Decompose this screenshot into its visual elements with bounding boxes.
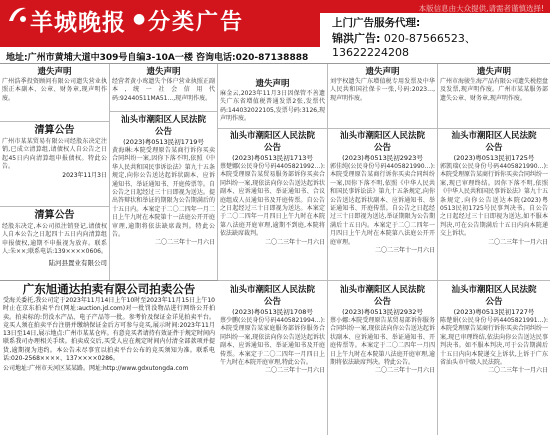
notice-title: 遗失声明 bbox=[476, 67, 511, 77]
notice-kind: 公告 bbox=[373, 297, 391, 307]
notice-kind: 公告 bbox=[373, 143, 391, 153]
column-1 bbox=[0, 64, 110, 280]
divider bbox=[328, 128, 437, 129]
court-notice-1 bbox=[112, 114, 215, 279]
column-3 bbox=[218, 64, 328, 435]
court-notice-7 bbox=[440, 284, 548, 434]
classified-page bbox=[0, 64, 550, 435]
disclaimer-note: 本版信息由大众提供,请需者谨慎选择! bbox=[418, 4, 544, 13]
notice-body: 蔡少鹏(公民身份号码4405821994…):本院受理原告某家庭服务部诉你服务合同纠纷一案,现依法向你公告送达起诉状副本、应诉通知书、举证通知书及开庭传票。本案定于二〇二四年一月四日上午九时在本院开庭审理,特此公告。 bbox=[220, 317, 325, 367]
notice-body: 广州浩季投资顾问有限公司遗失营业执照正本副本、公章、财务章,现声明作废。 bbox=[2, 78, 107, 102]
notice-kind: 公告 bbox=[485, 143, 503, 153]
notice-body: 郭佳纯(公民身份号码4405821990…):本院受理原告某商行诉你买卖合同纠纷一案,因你下落不明,依照《中华人民共和国民事诉讼法》第九十五条规定,向你公告送达起诉状副本、应诉通知书、举证通知书、开庭传票。自公告之日起经过三十日即视为送达,举证期限为公告期满后十五日内。本案定于二〇二四年一月四日上午九时在本院第八法庭公开开庭审理。 bbox=[330, 163, 435, 246]
case-number: (2023)粤0513民初1713号 bbox=[232, 154, 313, 162]
notice-date: 二〇二三年十一月六日 bbox=[264, 367, 325, 375]
notice-date: 二〇二三年十一月六日 bbox=[154, 239, 215, 247]
notice-title: 清算公告 bbox=[34, 125, 75, 136]
agent-box bbox=[320, 13, 550, 59]
court-name: 汕头市潮阳区人民法院 bbox=[229, 131, 315, 141]
court-notice-2 bbox=[220, 130, 325, 278]
court-notice-3 bbox=[220, 284, 325, 434]
notice-title: 遗失声明 bbox=[37, 67, 72, 77]
divider bbox=[438, 128, 550, 129]
address-bar: 地址:广州市黄埔大道中309号自编3-10A一楼 咨询电话:020-87138888 bbox=[0, 47, 550, 64]
court-notice-4 bbox=[330, 130, 435, 278]
agent-label: 锦洪广告: bbox=[332, 32, 381, 45]
court-name: 汕头市潮阳区人民法院 bbox=[451, 285, 537, 295]
case-number: (2023)粤0513民初1708号 bbox=[232, 308, 313, 316]
case-number: (2023)粤0513民初2932号 bbox=[342, 308, 423, 316]
brand-swirl-icon bbox=[6, 4, 28, 26]
divider bbox=[0, 121, 109, 122]
notice-lost-1 bbox=[2, 66, 107, 120]
notice-kind: 公告 bbox=[263, 297, 281, 307]
brand-title: 羊城晚报 bbox=[30, 9, 126, 36]
court-name: 汕头市潮阳区人民法院 bbox=[339, 131, 425, 141]
court-name: 汕头市潮阳区人民法院 bbox=[229, 285, 315, 295]
notice-date: 二〇二三年十一月六日 bbox=[374, 247, 435, 255]
notice-liquidation-2 bbox=[2, 209, 107, 279]
notice-title: 清算公告 bbox=[34, 210, 75, 221]
court-notice-6 bbox=[440, 130, 548, 278]
section-title: 分类广告 bbox=[148, 10, 245, 35]
notice-body: 麻金云,2023年11月3日因保管不善遗失广东省增值税普通发票2张,发票代码:144032022105,发票号码:3126,现声明作废。 bbox=[220, 90, 325, 123]
column-5 bbox=[438, 64, 550, 435]
notice-body: 蔡楚娜(公民身份号码4405821992…):本院受理原告某贸易服务部诉你买卖合同纠纷一案,现依法向你公告送达起诉状副本、应诉通知书、举证通知书、合议庭组成人员通知书及开庭传票。自公告之日起经过三十日即视为送达。本案定于二〇二四年一月四日上午九时在本院第八法庭开庭审理,逾期不到庭,本院将依法缺席裁判。 bbox=[220, 163, 325, 238]
court-name: 汕头市潮阳区人民法院 bbox=[339, 285, 425, 295]
notice-kind: 公告 bbox=[485, 297, 503, 307]
notice-kind: 公告 bbox=[263, 143, 281, 153]
auction-site: 公司地址:广州市天河区某某路。网址:http://www.gdxutongda.com bbox=[3, 365, 189, 373]
court-name: 汕头市潮阳区人民法院 bbox=[451, 131, 537, 141]
court-name: 汕头市潮阳区人民法院 bbox=[120, 115, 206, 125]
title-separator: ● bbox=[133, 11, 146, 27]
notice-title: 遗失声明 bbox=[365, 67, 400, 77]
notice-body: 经股东决定,本公司拟注销登记,请债权人自本公告之日起四十五日内向清算组申报债权,逾期不申报视为放弃。联系人:朱××;联系电话:139××××0606。 bbox=[2, 223, 107, 256]
notice-body: 广州市海骏生海产品有限公司遗失税控盘及发票,现声明作废。广州市某某服务部遗失公章、财务章,现声明作废。 bbox=[440, 78, 548, 102]
notice-date: 二〇二三年十一月六日 bbox=[487, 367, 548, 375]
notice-body: 广州市某某贸易有限公司经股东决定注销,已成立清算组,请债权人自公告之日起45日内向清算组申报债权。特此公告。 bbox=[2, 138, 107, 171]
divider bbox=[438, 280, 550, 281]
notice-lost-2 bbox=[112, 66, 215, 110]
notice-body: 经营者黄小鸾遗失个体户营业执照正副本,统一社会信用代码:92440511MA51...,现声明作废。 bbox=[112, 78, 215, 102]
case-number: (2023)粤0513民初2923号 bbox=[342, 154, 423, 162]
case-number: (2023)粤0513民初1725号 bbox=[453, 154, 535, 162]
notice-signature: 陆河县置业有限公司 bbox=[48, 258, 107, 267]
notice-date: 二〇二三年十一月六日 bbox=[374, 367, 435, 375]
divider bbox=[110, 111, 217, 112]
auction-notice bbox=[0, 280, 218, 435]
notice-body: 郭凯瑞(公民身份号码4405821990…):本院受理原告某商行诉你买卖合同纠纷一案,现已审理终结。因你下落不明,依照《中华人民共和国民事诉讼法》第九十五条规定,向你公告送达本院(2023)粤0513民初1725号民事判决书。自公告之日起经过三十日即视为送达,如不服本判决,可在公告期满后十五日内向本院递交上诉状。 bbox=[440, 163, 548, 238]
divider bbox=[218, 128, 327, 129]
column-4 bbox=[328, 64, 438, 435]
notice-lost-4 bbox=[330, 66, 435, 126]
notice-lost-3 bbox=[220, 78, 325, 126]
auction-title: 广东旭通达拍卖有限公司拍卖公告 bbox=[22, 282, 196, 296]
notice-title: 遗失声明 bbox=[146, 67, 181, 77]
notice-body: 刘宇权遗失广东增值税专用发票及中华人民共和国社保卡一张,号码:2023…,现声明作废。 bbox=[330, 78, 435, 102]
notice-date: 二〇二三年十一月六日 bbox=[487, 238, 548, 246]
agent-phones: 020-87566523、13622224208 bbox=[332, 32, 476, 59]
notice-body: 陈楚娟(公民身份号码4405821991…):本院受理原告某商行诉你买卖合同纠纷一案,现已审理终结,依法向你公告送达民事判决书。如不服本判决,可于公告期满后十五日内向本院递交上诉状,上诉于广东省汕头市中级人民法院。 bbox=[440, 317, 548, 367]
notice-date: 二〇二三年十一月六日 bbox=[264, 238, 325, 246]
case-number: (2023)粤0513民初1719号 bbox=[123, 138, 204, 146]
notice-liquidation-1 bbox=[2, 124, 107, 204]
court-notice-5 bbox=[330, 284, 435, 434]
notice-title: 遗失声明 bbox=[255, 79, 290, 89]
notice-kind: 公告 bbox=[154, 127, 172, 137]
notice-date: 2023年11月3日 bbox=[62, 171, 107, 179]
agent-title: 上门广告服务代理: bbox=[332, 17, 421, 29]
notice-body: 蔡小娜:本院受理原告某贸易部诉你服务合同纠纷一案,现依法向你公告送达起诉状副本、应诉通知书、举证通知书、开庭传票等。本案定于二〇二四年一月四日上午九时在本院第八法庭开庭审理,逾期将依法缺席判决。特此公告。 bbox=[330, 317, 435, 367]
notice-body: 黄海琳:本院受理原告某商行诉你买卖合同纠纷一案,因你下落不明,依照《中华人民共和国民事诉讼法》第九十五条规定,向你公告送达起诉状副本、应诉通知书、举证通知书、开庭传票等。自公告之日起经过三十日即视为送达。提出答辩状和举证的期限为公告期满后的十五日内。本案定于二〇二四年一月二日上午九时在本院第十一法庭公开开庭审理,逾期将依法缺席裁判。特此公告。 bbox=[112, 147, 215, 239]
divider bbox=[0, 206, 109, 207]
case-number: (2023)粤0513民初1727号 bbox=[453, 308, 535, 316]
divider bbox=[218, 280, 327, 281]
divider bbox=[328, 280, 437, 281]
column-2 bbox=[110, 64, 218, 280]
notice-lost-5 bbox=[440, 66, 548, 126]
auction-body: 受海关委托,我公司定于2023年11月14日上午10时至2023年11月15日上午10时止在京东拍卖平台(网址:auction.jd.com)对一批罚没物品进行网络公开拍卖。拍卖标的:罚没水产品、电子产品等一批。参考价及保证金详见拍卖平台。竞买人须在拍卖平台注册并缴纳保证金后方可参与竞买,展示时间:2023年11月13日至14日,展示地点:广州市某某仓库。有意竞买者请持有效证件于规定时间内联系我司办理相关手续。拍卖成交后,买受人应在规定时间内付清全部款项并提货,逾期视为违约。本公告未尽事宜以拍卖平台公布的竞买须知为准。联系电话:020-2568××××、137××××0286。 bbox=[3, 297, 215, 363]
